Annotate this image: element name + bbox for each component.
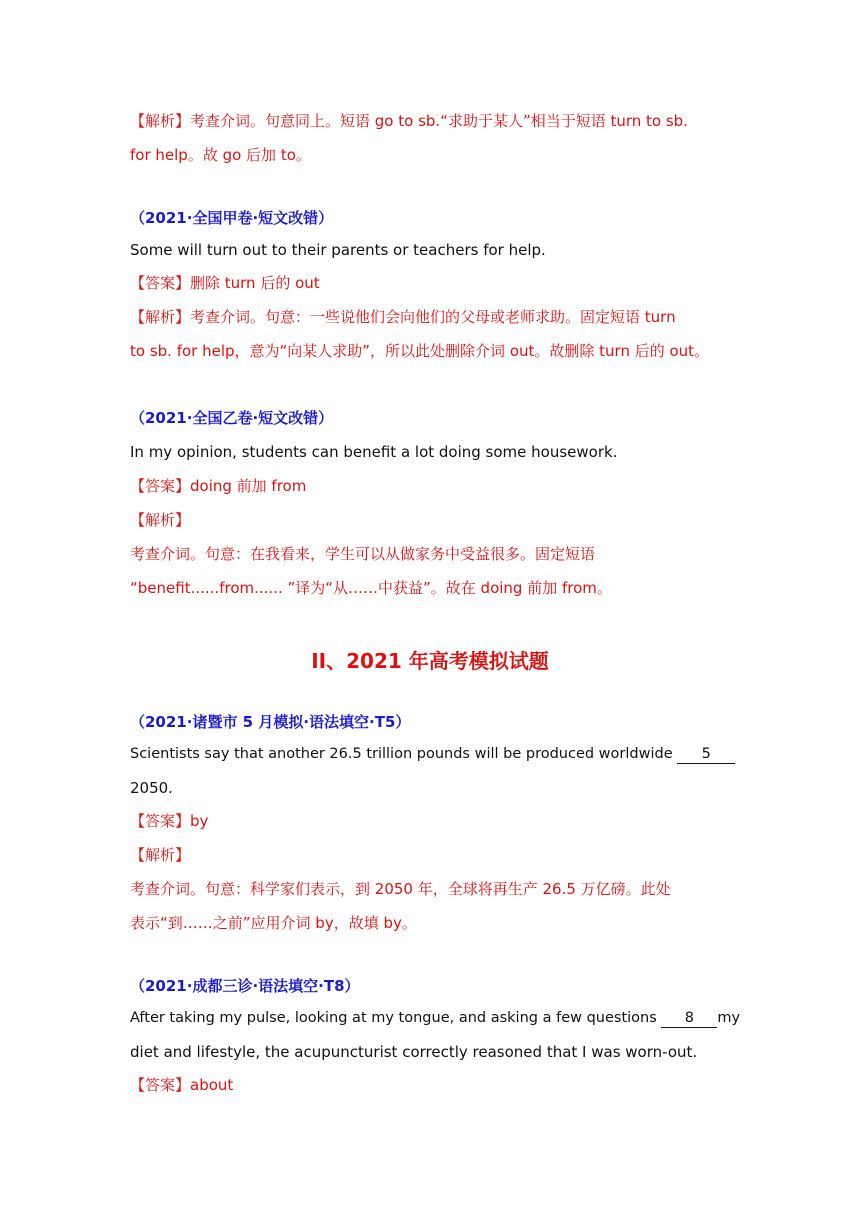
question-sentence-continued: diet and lifestyle, the acupuncturist correctly reasoned that I was worn-out.	[130, 1043, 698, 1061]
answer-text: 【答案】doing 前加 from	[130, 477, 307, 495]
question-source: （2021·成都三诊·语法填空·T8）	[130, 977, 360, 995]
analysis-text-line: 表示“到……之前”应用介词 by，故填 by。	[130, 914, 417, 932]
question-sentence-continued: 2050.	[130, 779, 173, 797]
question-sentence	[130, 744, 740, 764]
answer-text: 【答案】删除 turn 后的 out	[130, 274, 320, 292]
section-heading: II、2021 年高考模拟试题	[311, 649, 549, 673]
analysis-text-line: 考查介词。句意：在我看来，学生可以从做家务中受益很多。固定短语	[130, 545, 596, 563]
analysis-text-line: “benefit......from...... ”译为“从……中获益”。故在 doing 前加 from。	[130, 579, 612, 597]
analysis-label: 【解析】	[130, 846, 191, 864]
analysis-label: 【解析】	[130, 511, 191, 529]
answer-blank: 5	[677, 745, 735, 764]
answer-blank: 8	[661, 1009, 717, 1028]
sentence-text-end: my	[717, 1010, 741, 1026]
analysis-text-line: 【解析】考查介词。句意同上。短语 go to sb.“求助于某人”相当于短语 turn to sb.	[130, 112, 688, 130]
question-sentence: Some will turn out to their parents or teachers for help.	[130, 241, 546, 259]
question-sentence: In my opinion, students can benefit a lot doing some housework.	[130, 443, 618, 461]
sentence-text: After taking my pulse, looking at my tongue, and asking a few questions	[130, 1010, 662, 1026]
answer-text: 【答案】about	[130, 1076, 234, 1094]
question-source: （2021·诸暨市 5 月模拟·语法填空·T5）	[130, 713, 411, 731]
analysis-text-line: for help。故 go 后加 to。	[130, 146, 311, 164]
question-source: （2021·全国乙卷·短文改错）	[130, 409, 334, 427]
answer-text: 【答案】by	[130, 812, 209, 830]
sentence-text: Scientists say that another 26.5 trillion pounds will be produced worldwide	[130, 746, 678, 762]
analysis-text-line: to sb. for help，意为“向某人求助”，所以此处删除介词 out。故删除 turn 后的 out。	[130, 342, 710, 360]
question-sentence	[130, 1008, 740, 1028]
question-source: （2021·全国甲卷·短文改错）	[130, 209, 334, 227]
analysis-text-line: 【解析】考查介词。句意：一些说他们会向他们的父母或老师求助。固定短语 turn	[130, 308, 676, 326]
analysis-text-line: 考查介词。句意：科学家们表示，到 2050 年，全球将再生产 26.5 万亿磅。此处	[130, 880, 671, 898]
